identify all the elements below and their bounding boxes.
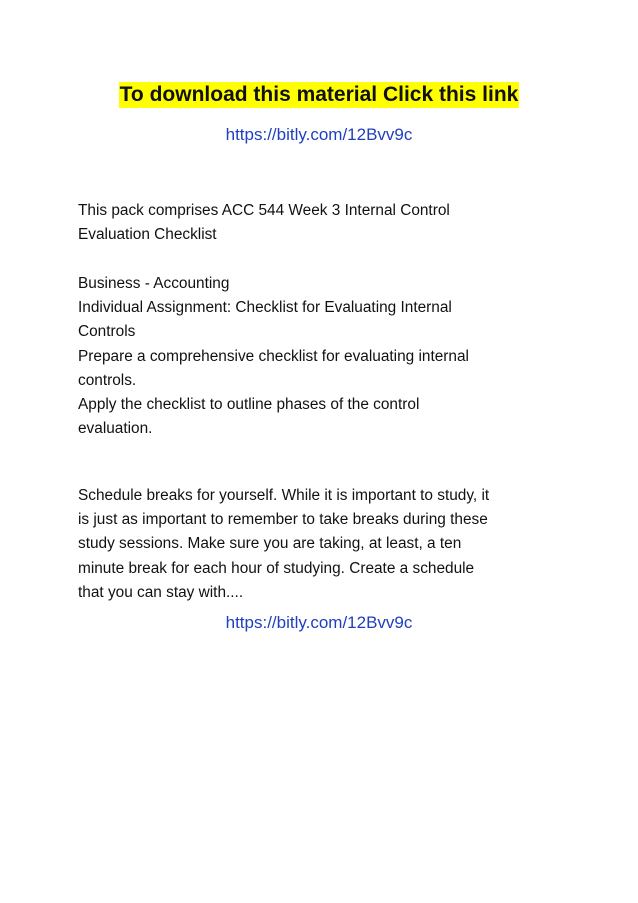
course-line: Business - Accounting bbox=[78, 275, 230, 292]
course-description bbox=[78, 272, 578, 441]
tips-line: that you can stay with.... bbox=[78, 583, 244, 601]
download-link-top[interactable]: https://bitly.com/12Bvv9c bbox=[225, 125, 413, 144]
course-line: Apply the checklist to outline phases of the control bbox=[78, 396, 420, 414]
pack-line: Evaluation Checklist bbox=[78, 226, 217, 244]
study-tips bbox=[78, 484, 578, 605]
tips-line: is just as important to remember to take breaks during these bbox=[78, 511, 488, 529]
download-link-bottom[interactable]: https://bitly.com/12Bvv9c bbox=[225, 613, 413, 632]
tips-line: minute break for each hour of studying. Create a schedule bbox=[78, 559, 475, 577]
tips-line: study sessions. Make sure you are taking, at least, a ten bbox=[78, 535, 462, 553]
course-line: evaluation. bbox=[78, 420, 153, 438]
tips-line: Schedule breaks for yourself. While it is important to study, it bbox=[78, 487, 490, 504]
pack-description bbox=[78, 199, 578, 247]
pack-line: This pack comprises ACC 544 Week 3 Internal Control bbox=[78, 202, 450, 219]
download-link-top-container bbox=[0, 124, 638, 146]
course-line: controls. bbox=[78, 371, 137, 389]
course-line: Prepare a comprehensive checklist for evaluating internal bbox=[78, 347, 469, 365]
headline-container bbox=[0, 82, 638, 108]
download-link-bottom-container bbox=[0, 612, 638, 634]
course-line: Controls bbox=[78, 323, 136, 341]
course-line: Individual Assignment: Checklist for Evaluating Internal bbox=[78, 299, 452, 317]
download-headline: To download this material Click this link bbox=[119, 83, 519, 106]
